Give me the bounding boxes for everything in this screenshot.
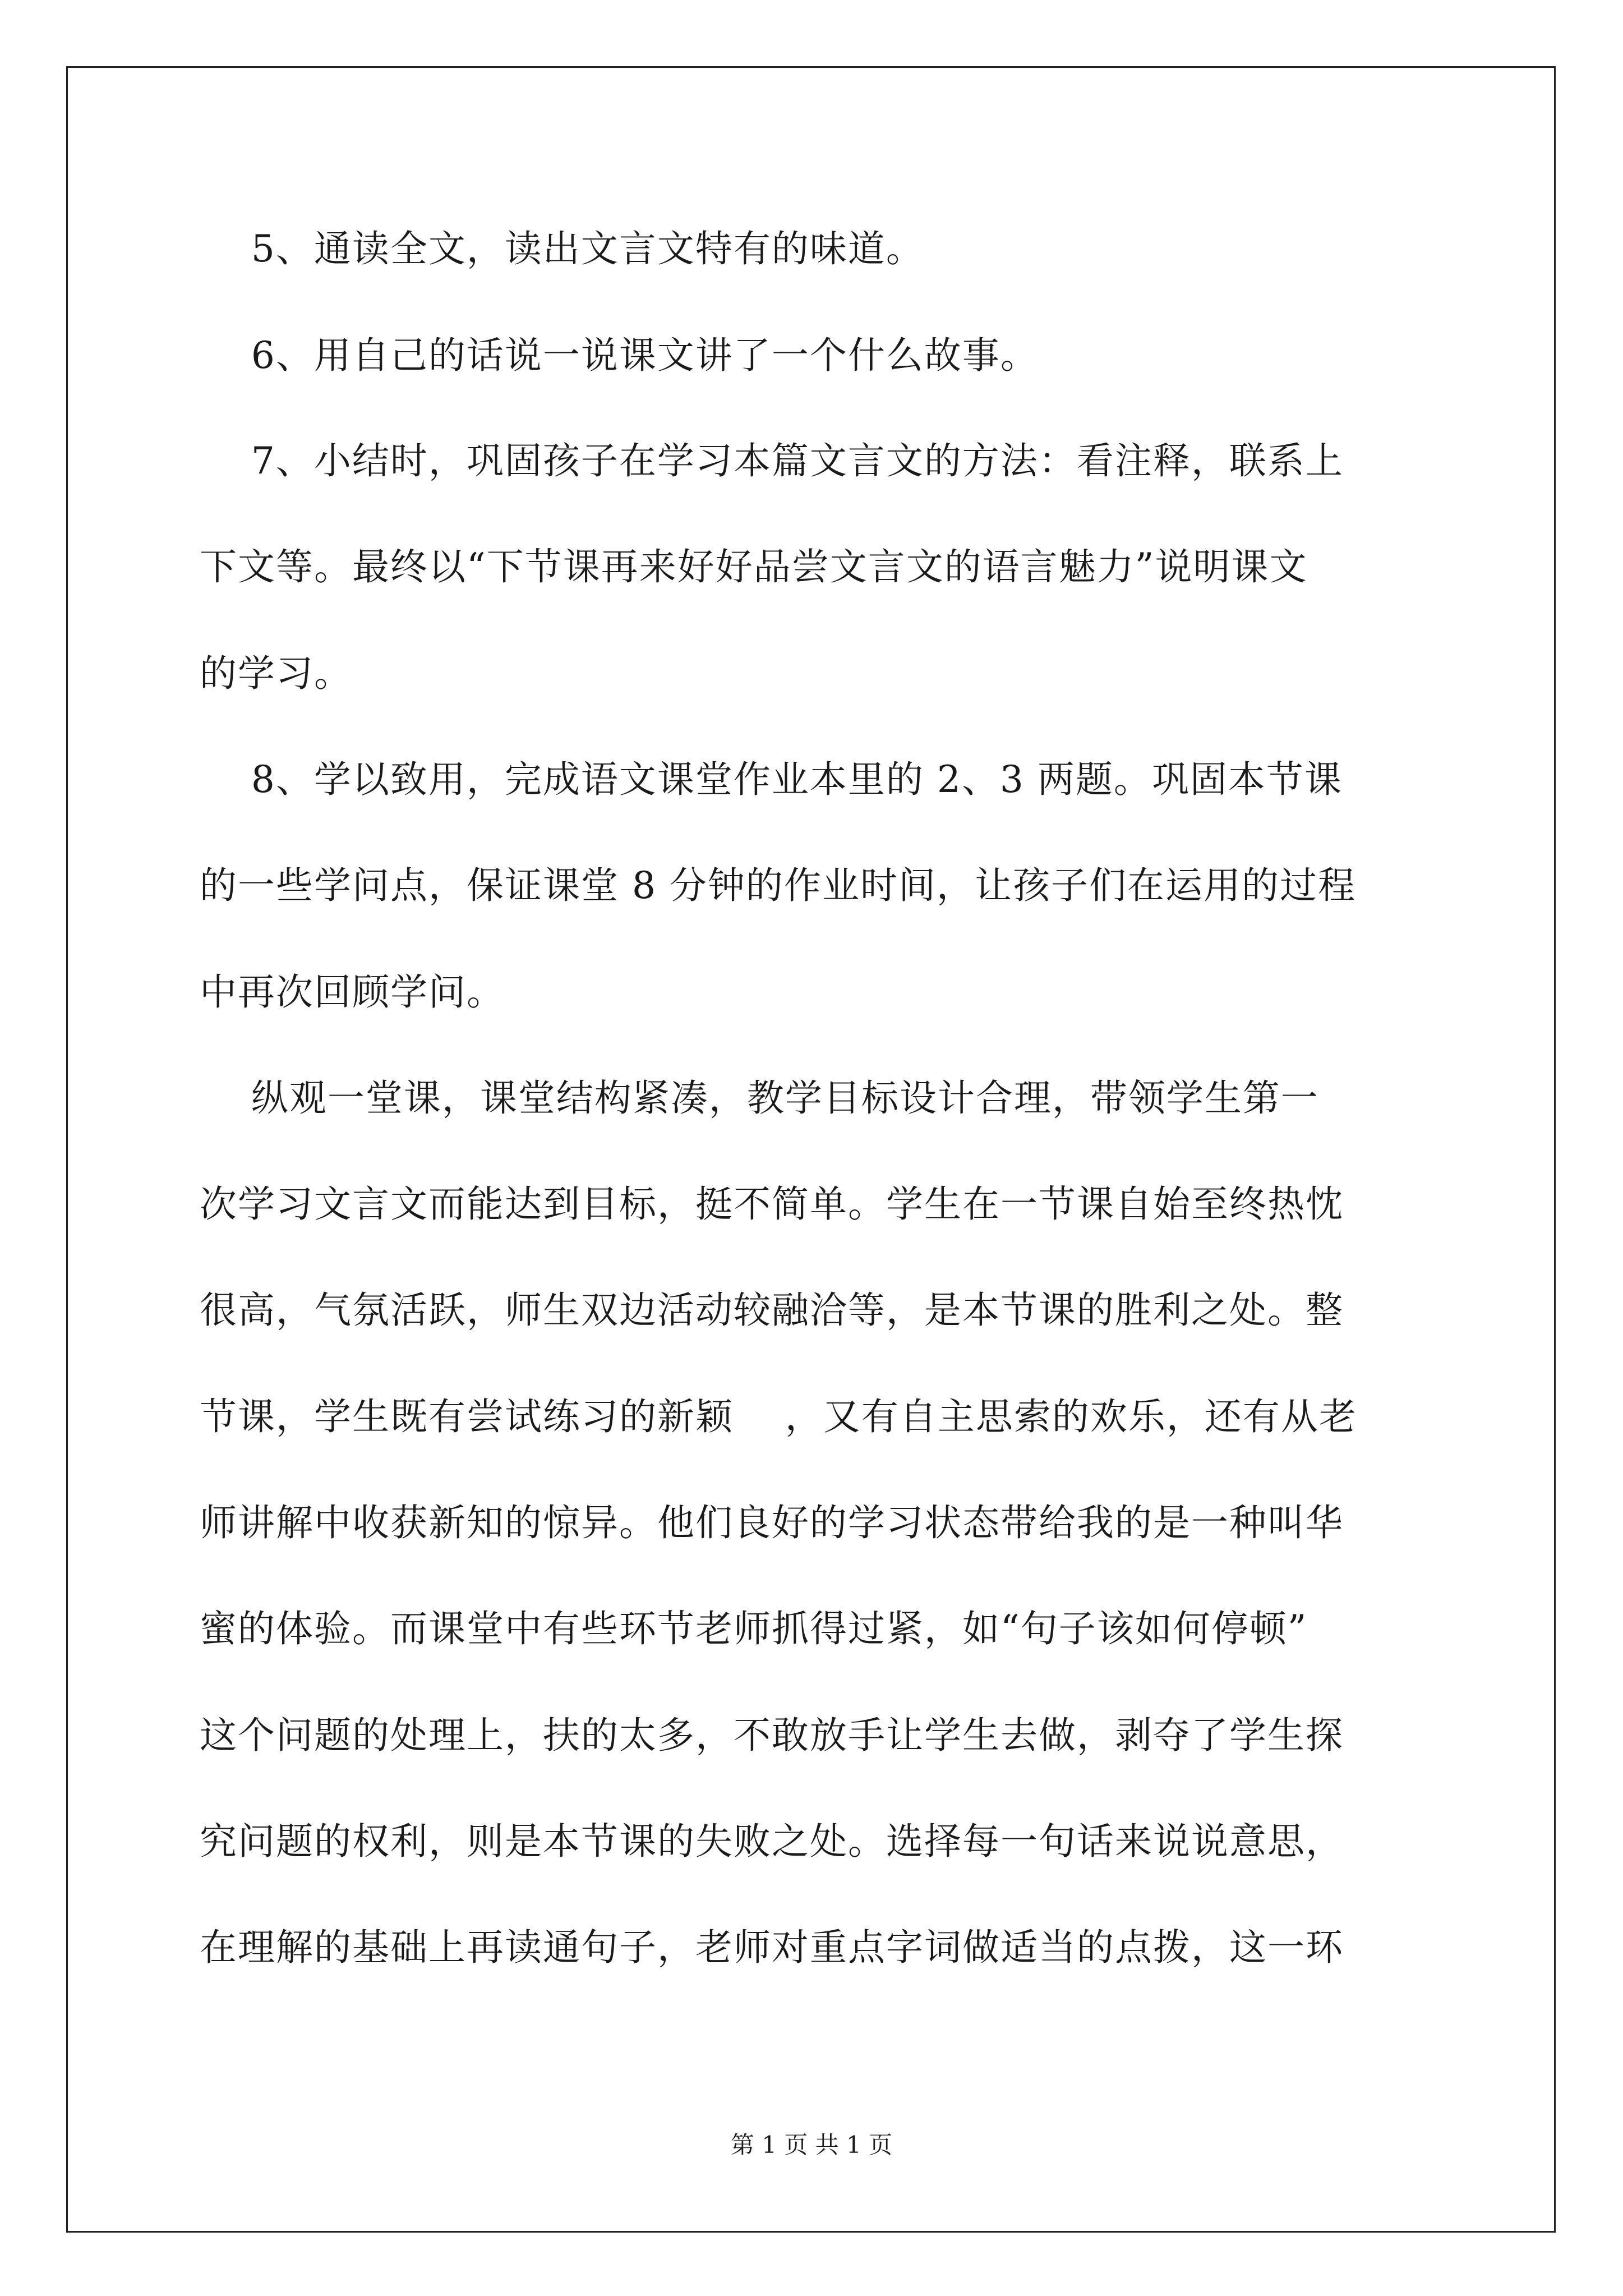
text-line: 在理解的基础上再读通句子，老师对重点字词做适当的点拨，这一环 <box>200 1926 1344 1969</box>
text-line: 的一些学问点，保证课堂 8 分钟的作业时间，让孩子们在运用的过程 <box>200 864 1356 907</box>
text-line: 的学习。 <box>200 652 352 695</box>
text-line: 节课，学生既有尝试练习的新颖 ，又有自主思索的欢乐，还有从老 <box>200 1395 1357 1438</box>
text-line: 很高，气氛活跃，师生双边活动较融洽等，是本节课的胜利之处。整 <box>200 1289 1344 1332</box>
text-line: 次学习文言文而能达到目标，挺不简单。学生在一节课自始至终热忱 <box>200 1182 1344 1226</box>
text-line: 纵观一堂课，课堂结构紧凑，教学目标设计合理，带领学生第一 <box>200 1076 1319 1120</box>
text-line: 这个问题的处理上，扶的太多，不敢放手让学生去做，剥夺了学生探 <box>200 1714 1344 1757</box>
text-line: 8、学以致用，完成语文课堂作业本里的 2、3 两题。巩固本节课 <box>200 758 1343 801</box>
text-line: 6、用自己的话说一说课文讲了一个什么故事。 <box>200 334 1039 377</box>
text-line: 蜜的体验。而课堂中有些环节老师抓得过紧，如“句子该如何停顿” <box>200 1607 1308 1650</box>
text-line: 究问题的权利，则是本节课的失败之处。选择每一句话来说说意思， <box>200 1820 1344 1863</box>
text-line: 师讲解中收获新知的惊异。他们良好的学习状态带给我的是一种叫华 <box>200 1501 1344 1544</box>
text-line: 7、小结时，巩固孩子在学习本篇文言文的方法：看注释，联系上 <box>200 439 1344 482</box>
text-line: 5、通读全文，读出文言文特有的味道。 <box>200 227 924 270</box>
page-footer: 第 1 页 共 1 页 <box>730 2131 893 2159</box>
text-line: 中再次回顾学问。 <box>200 970 505 1014</box>
text-line: 下文等。最终以“下节课再来好好品尝文言文的语言魅力”说明课文 <box>200 545 1308 588</box>
